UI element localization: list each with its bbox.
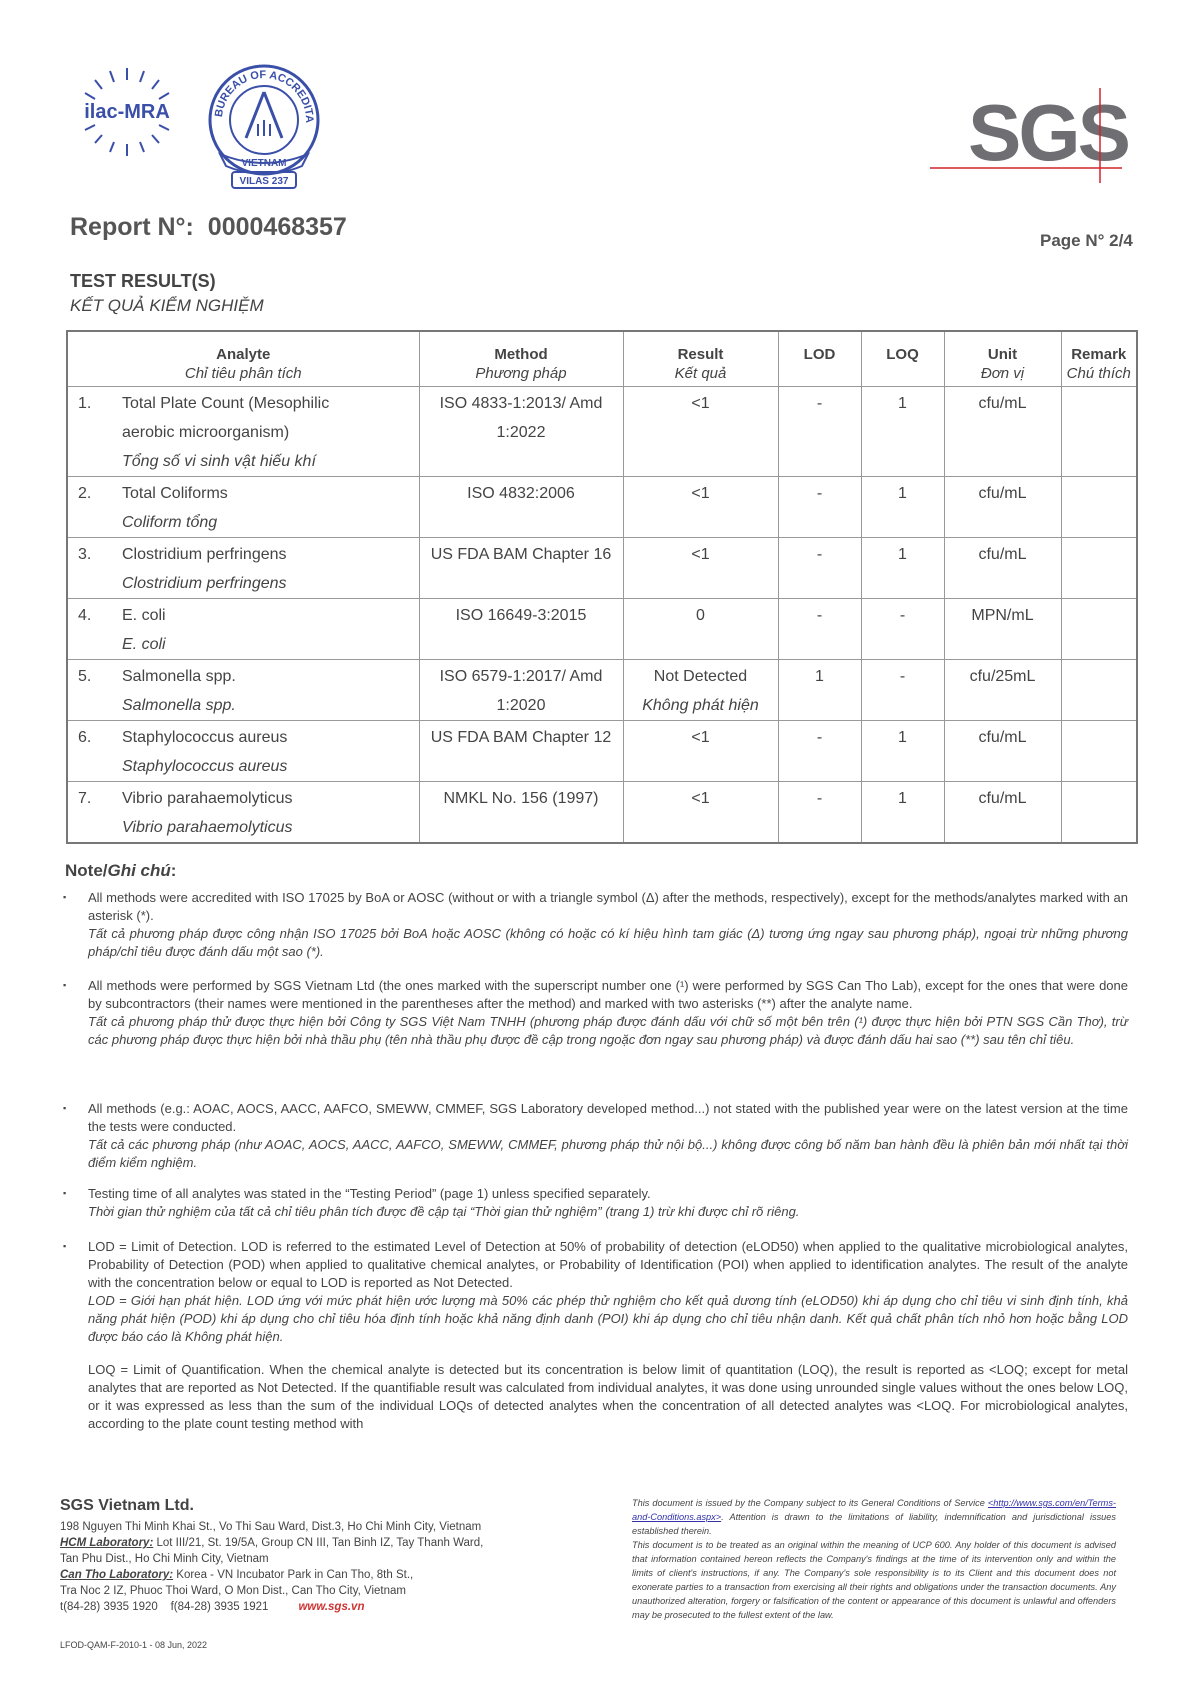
analyte-name-vi: Coliform tổng (122, 514, 218, 531)
method-text-line2: 1:2020 (496, 697, 546, 714)
analyte-cell (67, 660, 419, 721)
table-row (67, 660, 1137, 721)
analyte-cell (67, 599, 419, 660)
svg-text:ilac-MRA: ilac-MRA (84, 101, 170, 123)
row-number: 2. (78, 485, 92, 502)
note-bullet: ▪ (63, 1103, 67, 1113)
loq-cell: 1 (861, 477, 944, 538)
result-cell (623, 538, 778, 599)
method-text: ISO 6579-1:2017/ Amd (439, 668, 603, 685)
note-bullet: ▪ (63, 1241, 67, 1251)
loq-cell: 1 (861, 721, 944, 782)
analyte-name-vi: Tổng số vi sinh vật hiếu khí (122, 453, 316, 470)
header-lod: LOD (778, 331, 861, 387)
analyte-name-vi: Vibrio parahaemolyticus (122, 819, 293, 836)
method-cell (419, 721, 623, 782)
report-number-title: Report N°: 0000468357 (70, 213, 347, 241)
header-result: Result Kết quả (623, 331, 778, 387)
row-number: 6. (78, 729, 92, 746)
row-number: 4. (78, 607, 92, 624)
analyte-name-vi: Clostridium perfringens (122, 575, 287, 592)
remark-cell (1061, 599, 1137, 660)
result-cell (623, 660, 778, 721)
analyte-name-line2: aerobic microorganism) (122, 424, 290, 441)
table-row (67, 599, 1137, 660)
method-cell (419, 477, 623, 538)
analyte-name-vi: E. coli (122, 636, 166, 653)
header-analyte: Analyte Chỉ tiêu phân tích (67, 331, 419, 387)
note-bullet: ▪ (63, 1188, 67, 1198)
terms-link[interactable]: <http://www.sgs.com/en/Terms-and-Conditions.aspx> (632, 1498, 1116, 1522)
remark-cell (1061, 538, 1137, 599)
remark-cell (1061, 721, 1137, 782)
svg-text:VIETNAM: VIETNAM (241, 158, 287, 169)
analyte-name-vi: Salmonella spp. (122, 697, 236, 714)
result-value: <1 (691, 485, 710, 502)
method-text-line2: 1:2022 (496, 424, 546, 441)
header-loq: LOQ (861, 331, 944, 387)
analyte-name: Salmonella spp. (122, 668, 236, 685)
result-value: <1 (691, 790, 710, 807)
header-unit: Unit Đơn vị (944, 331, 1061, 387)
lod-cell: - (778, 477, 861, 538)
svg-text:BUREAU OF ACCREDITATION: BUREAU OF ACCREDITA (213, 68, 316, 123)
svg-text:VILAS 237: VILAS 237 (239, 176, 289, 187)
row-number: 5. (78, 668, 92, 685)
loq-cell: 1 (861, 538, 944, 599)
result-value: Not Detected (653, 668, 748, 685)
note-accreditation: All methods were accredited with ISO 17025 by BoA or AOSC (without or with a triangle symbol (Δ) after the methods, respectively), except for the methods/analytes marked with an asterisk (*). Tất cả phương pháp được công nhận ISO 17025 bởi BoA hoặc AOSC (không có hoặc có kí hiệu hình tam giác (Δ) tương ứng ngay sau phương pháp), ngoại trừ những phương pháp/chỉ tiêu được đánh dấu một sao (*). (88, 890, 1128, 959)
notes-heading: Note/Ghi chú: (65, 861, 177, 880)
analyte-name: E. coli (122, 607, 166, 624)
lod-cell: - (778, 782, 861, 844)
remark-cell (1061, 477, 1137, 538)
analyte-name-vi: Staphylococcus aureus (122, 758, 288, 775)
header-remark: Remark Chú thích (1061, 331, 1137, 387)
analyte-cell (67, 477, 419, 538)
note-loq: LOQ = Limit of Quantification. When the chemical analyte is detected but its concentration is below limit of quantitation (LOQ), the result is reported as <LOQ; except for metal analytes that are reported as Not Detected. If the quantifiable result was calculated from individual analytes, it was done using unrounded single values without the ones below LOQ, or it was expressed as less than the sum of the individual LOQs of detected analytes when the concentration of all detected analytes was <LOQ. For microbiological analytes, according to the plate count testing method with (88, 1362, 1128, 1431)
note-testing-time: Testing time of all analytes was stated in the “Testing Period” (page 1) unless specified separately. Thời gian thử nghiệm của tất cả chỉ tiêu phân tích được đề cập tại “Thời gian thử nghiệm” (trang 1) trừ khi được chỉ rõ riêng. (88, 1186, 800, 1219)
method-text: US FDA BAM Chapter 12 (430, 729, 612, 746)
analyte-cell (67, 538, 419, 599)
loq-cell: - (861, 599, 944, 660)
result-value: <1 (691, 395, 710, 412)
note-bullet: ▪ (63, 892, 67, 902)
table-row (67, 538, 1137, 599)
unit-cell: cfu/mL (944, 538, 1061, 599)
analyte-name: Clostridium perfringens (122, 546, 287, 563)
page-number: Page N° 2/4 (1040, 231, 1133, 250)
method-text: NMKL No. 156 (1997) (443, 790, 599, 807)
row-number: 1. (78, 395, 92, 412)
note-method-version: All methods (e.g.: AOAC, AOCS, AACC, AAFCO, SMEWW, CMMEF, SGS Laboratory developed method...) not stated with the published year were on the latest version at the time the tests were conducted. Tất cả các phương pháp (như AOAC, AOCS, AACC, AAFCO, SMEWW, CMMEF, phương pháp thử nội bộ...) không được công bố năm ban hành đều là phiên bản mới nhất tại thời điểm kiểm nghiệm. (88, 1101, 1128, 1170)
unit-cell: cfu/mL (944, 782, 1061, 844)
result-cell (623, 721, 778, 782)
result-value: <1 (691, 729, 710, 746)
sgs-logo: SGS (968, 88, 1128, 177)
remark-cell (1061, 660, 1137, 721)
method-text: US FDA BAM Chapter 16 (430, 546, 612, 563)
row-number: 3. (78, 546, 92, 563)
result-value: <1 (691, 546, 710, 563)
loq-cell: 1 (861, 782, 944, 844)
analyte-name: Total Coliforms (122, 485, 228, 502)
method-cell (419, 660, 623, 721)
unit-cell: cfu/mL (944, 477, 1061, 538)
result-cell (623, 599, 778, 660)
lod-cell: - (778, 721, 861, 782)
loq-cell: 1 (861, 387, 944, 477)
method-cell (419, 782, 623, 844)
note-performed-by: All methods were performed by SGS Vietnam Ltd (the ones marked with the superscript number one (¹) were performed by SGS Can Tho Lab), except for the ones that were done by subcontractors (their names were mentioned in the parentheses after the method) and marked with two asterisks (**) after the analyte name. Tất cả phương pháp thử được thực hiện bởi Công ty SGS Việt Nam TNHH (phương pháp được đánh dấu với chữ số một bên trên (¹) được thực hiện bởi PTN SGS Cần Thơ), trừ các phương pháp được thực hiện bởi nhà thầu phụ (tên nhà thầu phụ được đề cập trong ngoặc đơn ngay sau phương pháp) và được đánh dấu hai sao (**) sau tên chỉ tiêu. (88, 978, 1128, 1047)
table-row (67, 782, 1137, 844)
method-text: ISO 4833-1:2013/ Amd (439, 395, 603, 412)
section-subtitle: KẾT QUẢ KIỂM NGHIỆM (70, 296, 264, 315)
footer-company: SGS Vietnam Ltd. (60, 1497, 194, 1514)
analyte-cell (67, 782, 419, 844)
table-row (67, 387, 1137, 477)
table-row (67, 477, 1137, 538)
method-text: ISO 16649-3:2015 (455, 607, 587, 624)
result-value: 0 (696, 607, 705, 624)
method-text: ISO 4832:2006 (467, 485, 575, 502)
analyte-name: Staphylococcus aureus (122, 729, 288, 746)
table-row (67, 721, 1137, 782)
form-code: LFOD-QAM-F-2010-1 - 08 Jun, 2022 (60, 1640, 208, 1650)
ilac-mra-logo (65, 60, 190, 165)
result-cell (623, 387, 778, 477)
unit-cell: MPN/mL (944, 599, 1061, 660)
footer-address: 198 Nguyen Thi Minh Khai St., Vo Thi Sau Ward, Dist.3, Ho Chi Minh City, Vietnam HCM Laboratory: Lot III/21, St. 19/5A, Group CN III, Tan Binh IZ, Tay Thanh Ward, Tan Phu Dist., Ho Chi Minh City, Vietnam Can Tho Laboratory: Korea - VN Incubator Park in Can Tho, 8th St., Tra Noc 2 IZ, Phuoc Thoi Ward, O Mon Dist., Can Tho City, Vietnam t(84-28) 3935 1920 f(84-28) 3935 1921 www.sgs.vn (60, 1521, 484, 1613)
row-number: 7. (78, 790, 92, 807)
header-method: Method Phương pháp (419, 331, 623, 387)
boa-accreditation-logo (202, 58, 327, 193)
unit-cell: cfu/25mL (944, 660, 1061, 721)
section-title: TEST RESULT(S) (70, 271, 216, 291)
result-vi: Không phát hiện (642, 697, 759, 714)
method-cell (419, 387, 623, 477)
loq-cell: - (861, 660, 944, 721)
analyte-name: Total Plate Count (Mesophilic (122, 395, 330, 412)
result-cell (623, 477, 778, 538)
method-cell (419, 538, 623, 599)
test-results-table (66, 330, 1138, 844)
lod-cell: - (778, 599, 861, 660)
lod-cell: - (778, 538, 861, 599)
lod-cell: 1 (778, 660, 861, 721)
result-cell (623, 782, 778, 844)
remark-cell (1061, 782, 1137, 844)
analyte-cell (67, 721, 419, 782)
method-cell (419, 599, 623, 660)
note-lod: LOD = Limit of Detection. LOD is referred to the estimated Level of Detection at 50% of probability of detection (eLOD50) when applied to the qualitative microbiological analytes, Probability of Detection (POD) when applied to qualitative chemical analytes, or Probability of Identification (POI) when applied to identification analytes. The result of the analyte with the concentration below or equal to LOD is reported as Not Detected. LOD = Giới hạn phát hiện. LOD ứng với mức phát hiện ước lượng mà 50% các phép thử nghiệm cho kết quả dương tính (eLOD50) khi áp dụng cho chỉ tiêu vi sinh định tính, khả năng phát hiện (POD) khi áp dụng cho chỉ tiêu hóa định tính hoặc khả năng định danh (POI) khi áp dụng cho chỉ tiêu nhận danh. Kết quả chất phân tích nhỏ hơn hoặc bằng LOD được báo cáo là Không phát hiện. (88, 1239, 1128, 1344)
analyte-name: Vibrio parahaemolyticus (122, 790, 293, 807)
lod-cell: - (778, 387, 861, 477)
unit-cell: cfu/mL (944, 721, 1061, 782)
note-bullet: ▪ (63, 980, 67, 990)
analyte-cell (67, 387, 419, 477)
footer-disclaimer: This document is issued by the Company subject to its General Conditions of Service <http://www.sgs.com/en/Terms-and-Conditions.aspx>. Attention is drawn to the limitations of liability, indemnification and jurisdictional issues established therein. This document is to be treated as an original within the meaning of UCP 600. Any holder of this document is advised that information contained hereon reflects the Company's findings at the time of its intervention only and within the limits of client's instructions, if any. The Company's sole responsibility is to its Client and this document does not exonerate parties to a transaction from exercising all their rights and obligations under the transaction documents. Any unauthorized alteration, forgery or falsification of the content or appearance of this document is unlawful and offenders may be prosecuted to the fullest extent of the law. (632, 1498, 1116, 1620)
remark-cell (1061, 387, 1137, 477)
footer-website-link[interactable]: www.sgs.vn (298, 1601, 365, 1613)
unit-cell: cfu/mL (944, 387, 1061, 477)
